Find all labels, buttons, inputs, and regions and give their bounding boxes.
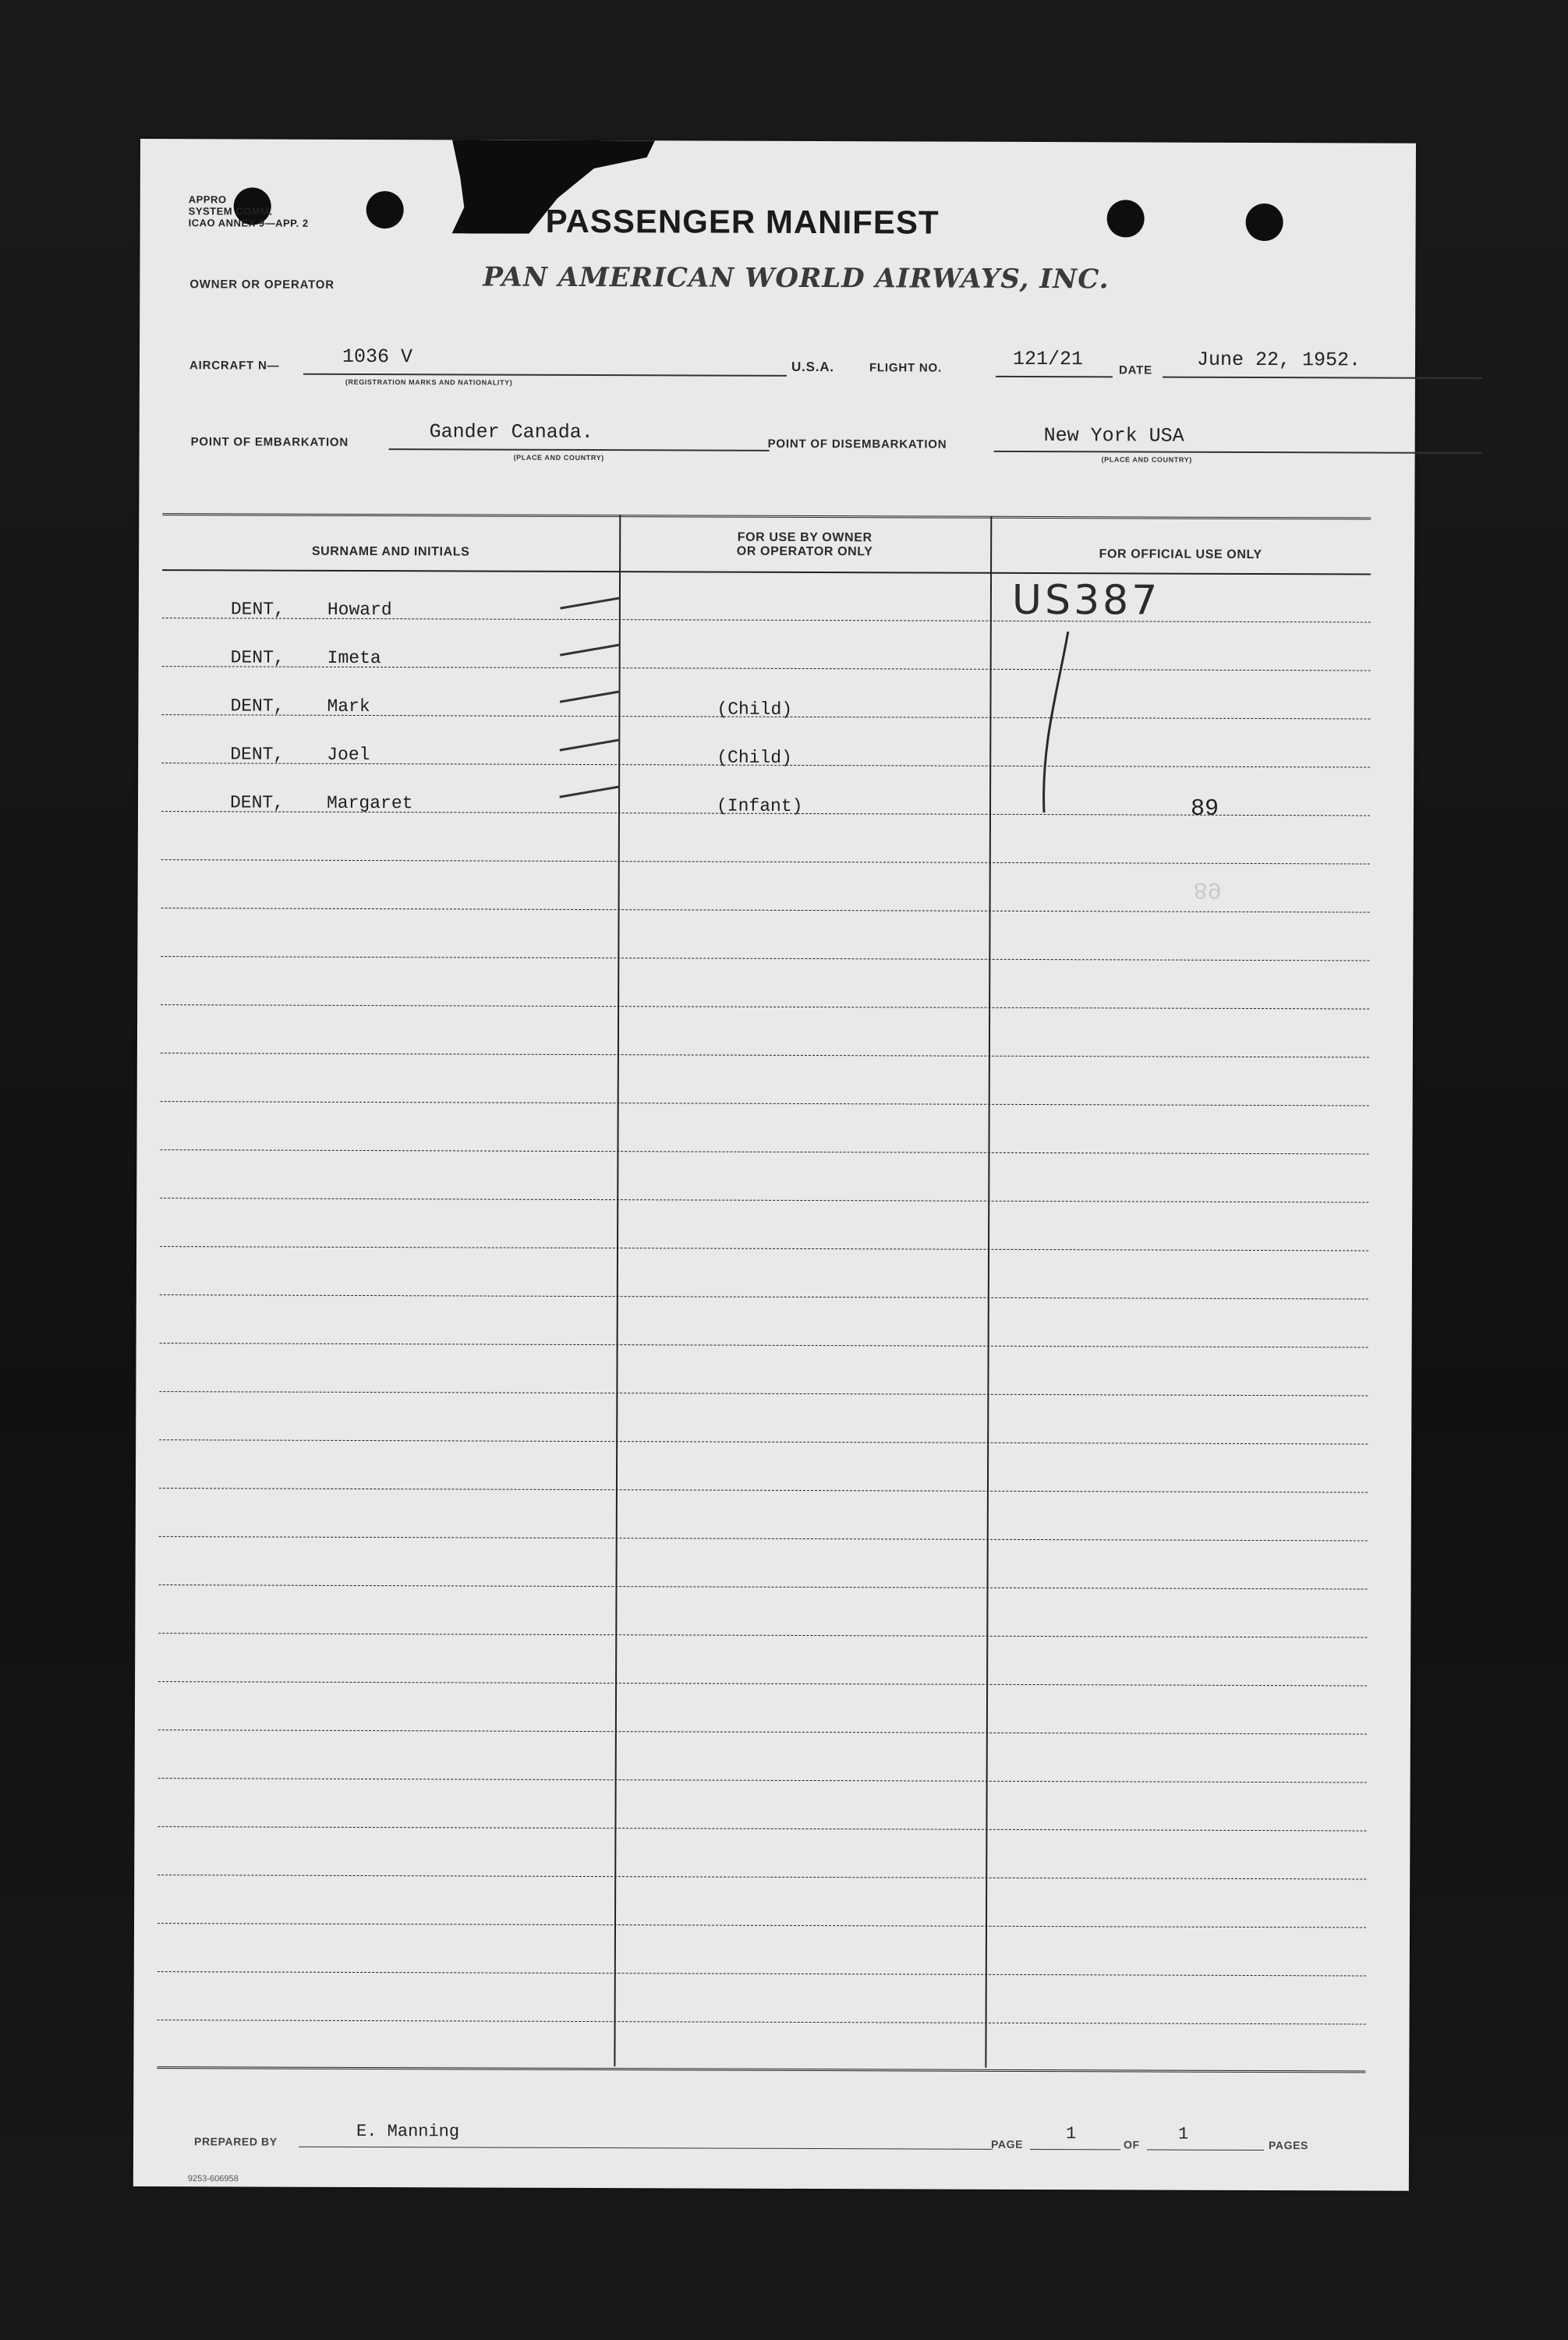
official-number-bleed: 89 [1193,875,1222,902]
prepared-by-value: E. Manning [356,2121,460,2142]
passenger-note: (Infant) [716,795,803,816]
row-rule [159,1584,1368,1589]
approval-line: APPRO [188,193,227,206]
passenger-row [230,647,381,669]
operator-name: PAN AMERICAN WORLD AIRWAYS, INC. [483,261,1110,296]
column-divider [614,515,621,2066]
passenger-note: (Child) [717,747,792,768]
aircraft-value: 1036 V [342,345,413,369]
passenger-given-name: Margaret [326,792,413,814]
approval-line: SYSTEM COMM. [188,205,273,218]
operator-header-line: OR OPERATOR ONLY [736,544,873,559]
page-number: 1 [1066,2124,1077,2144]
row-rule [158,1826,1366,1831]
embarkation-value: Gander Canada. [429,420,593,444]
official-column-header: FOR OFFICIAL USE ONLY [1099,547,1262,562]
row-rule [159,1488,1368,1492]
embarkation-label: POINT OF EMBARKATION [190,435,349,449]
of-label: OF [1124,2138,1140,2151]
row-rule [159,1391,1368,1396]
check-mark [559,785,619,798]
passenger-row [229,792,413,814]
passenger-surname: DENT, [230,599,285,620]
bracket-stroke [1035,625,1082,820]
approval-line: ICAO ANNEX 9—APP. 2 [188,217,309,229]
punch-hole [1246,204,1283,241]
disembarkation-sublabel: (PLACE AND COUNTRY) [1101,455,1192,464]
row-rule [160,1294,1368,1299]
passenger-given-name: Howard [327,599,392,621]
row-rule [159,1536,1368,1541]
row-rule [160,1149,1368,1154]
row-rule [159,1439,1368,1444]
passenger-surname: DENT, [230,744,285,765]
row-rule [161,1053,1369,1057]
column-divider [985,516,992,2068]
punch-hole [1107,200,1145,237]
embarkation-sublabel: (PLACE AND COUNTRY) [513,453,604,462]
disembarkation-value: New York USA [1043,424,1184,448]
passenger-given-name: Imeta [327,647,381,669]
table-top-rule [162,513,1371,522]
embarkation-underline [389,448,770,451]
punch-hole [366,191,404,228]
passenger-surname: DENT, [230,647,285,668]
row-rule [161,1004,1369,1009]
date-value: June 22, 1952. [1196,348,1361,372]
flight-underline [996,376,1113,378]
check-mark [560,690,620,703]
row-rule [158,1923,1366,1928]
passenger-row [230,744,370,766]
page-label: PAGE [991,2137,1024,2151]
passenger-row [230,599,392,621]
row-rule [158,1778,1367,1782]
passenger-surname: DENT, [230,696,285,717]
page-underline [1030,2149,1120,2150]
passenger-given-name: Mark [327,696,370,717]
manifest-page [133,139,1416,2191]
date-underline [1163,377,1482,379]
check-mark [560,597,620,609]
header-rule [162,569,1371,575]
flight-label: FLIGHT NO. [869,361,943,375]
operator-column-header [619,530,990,560]
row-rule [158,1681,1367,1686]
date-label: DATE [1118,363,1152,377]
passenger-row [230,696,370,717]
passenger-surname: DENT, [229,792,285,813]
row-rule [160,1343,1368,1347]
aircraft-label: AIRCRAFT N— [189,359,280,373]
owner-label: OWNER OR OPERATOR [189,278,334,292]
disembarkation-underline [994,451,1482,454]
form-number: 9253-606958 [187,2174,239,2184]
check-mark [560,738,620,751]
aircraft-underline [303,373,787,377]
row-rule [160,1198,1368,1202]
row-rule [158,1874,1366,1879]
row-rule [161,956,1369,961]
disembarkation-label: POINT OF DISEMBARKATION [767,437,947,451]
row-rule [160,1246,1368,1251]
prepared-by-label: PREPARED BY [194,2135,278,2148]
official-number: 89 [1190,795,1219,823]
official-handwritten-code: US387 [1011,576,1161,625]
prepared-underline [299,2147,993,2150]
nationality-label: U.S.A. [791,359,834,375]
flight-value: 121/21 [1012,347,1084,371]
row-rule [158,2020,1366,2024]
approval-note [189,193,309,229]
page-title: PASSENGER MANIFEST [545,202,940,241]
row-rule [158,1729,1367,1734]
row-rule [158,1633,1367,1637]
row-rule [161,1101,1369,1106]
operator-header-line: FOR USE BY OWNER [737,530,872,545]
total-underline [1147,2150,1264,2151]
pages-label: PAGES [1268,2139,1309,2152]
surname-column-header: SURNAME AND INITIALS [311,544,470,559]
aircraft-sublabel: (REGISTRATION MARKS AND NATIONALITY) [345,377,513,387]
check-mark [560,643,620,656]
row-rule [158,1971,1366,1976]
passenger-note: (Child) [717,699,793,720]
table-bottom-rule [157,2066,1365,2075]
row-rule [161,859,1370,864]
total-pages: 1 [1178,2124,1189,2144]
row-rule [161,908,1370,912]
passenger-given-name: Joel [327,744,370,766]
